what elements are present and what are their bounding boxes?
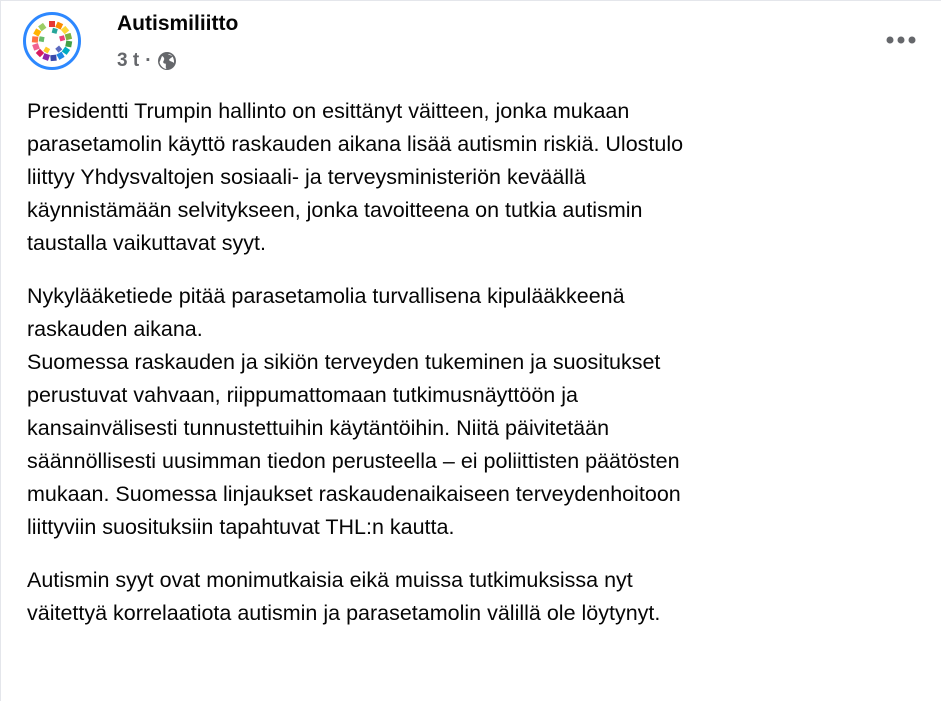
post-paragraph-2 — [27, 280, 927, 544]
post-timestamp[interactable]: 3 t — [117, 50, 140, 71]
text-line: raskauden aikana. — [27, 317, 203, 341]
autismiliitto-logo-icon — [26, 15, 78, 67]
text-line: Suomessa raskauden ja sikiön terveyden tukeminen ja suositukset — [27, 350, 661, 374]
text-line: käynnistämään selvitykseen, jonka tavoitteena on tutkia autismin — [27, 198, 643, 222]
text-line: perustuvat vahvaan, riippumattomaan tutkimusnäyttöön ja — [27, 383, 578, 407]
globe-icon[interactable] — [157, 51, 177, 71]
meta-separator: · — [145, 50, 152, 71]
text-line: Presidentti Trumpin hallinto on esittänyt väitteen, jonka mukaan — [27, 99, 630, 123]
text-line: säännöllisesti uusimman tiedon perusteella – ei poliittisten päätösten — [27, 449, 680, 473]
text-line: väitettyä korrelaatiota autismin ja parasetamolin välillä ole löytynyt. — [27, 601, 661, 625]
post-paragraph-3 — [27, 564, 927, 630]
post-meta — [117, 50, 177, 72]
author-avatar[interactable] — [23, 12, 81, 70]
text-line: kansainvälisesti tunnustettuihin käytäntöihin. Niitä päivitetään — [27, 416, 610, 440]
text-line: liittyviin suosituksiin tapahtuvat THL:n kautta. — [27, 515, 455, 539]
text-line: mukaan. Suomessa linjaukset raskaudenaikaiseen terveydenhoitoon — [27, 482, 681, 506]
text-line: taustalla vaikuttavat syyt. — [27, 231, 266, 255]
text-line: parasetamolin käyttö raskauden aikana lisää autismin riskiä. Ulostulo — [27, 132, 684, 156]
post-body — [27, 95, 927, 650]
text-line: liittyy Yhdysvaltojen sosiaali- ja terveysministeriön keväällä — [27, 165, 586, 189]
text-line: Nykylääketiede pitää parasetamolia turvallisena kipulääkkeenä — [27, 284, 625, 308]
text-line: Autismin syyt ovat monimutkaisia eikä muissa tutkimuksissa nyt — [27, 568, 633, 592]
author-name[interactable]: Autismiliitto — [117, 12, 239, 35]
more-options-icon — [884, 35, 918, 45]
post-paragraph-1 — [27, 95, 927, 260]
more-options-button[interactable] — [881, 25, 921, 55]
